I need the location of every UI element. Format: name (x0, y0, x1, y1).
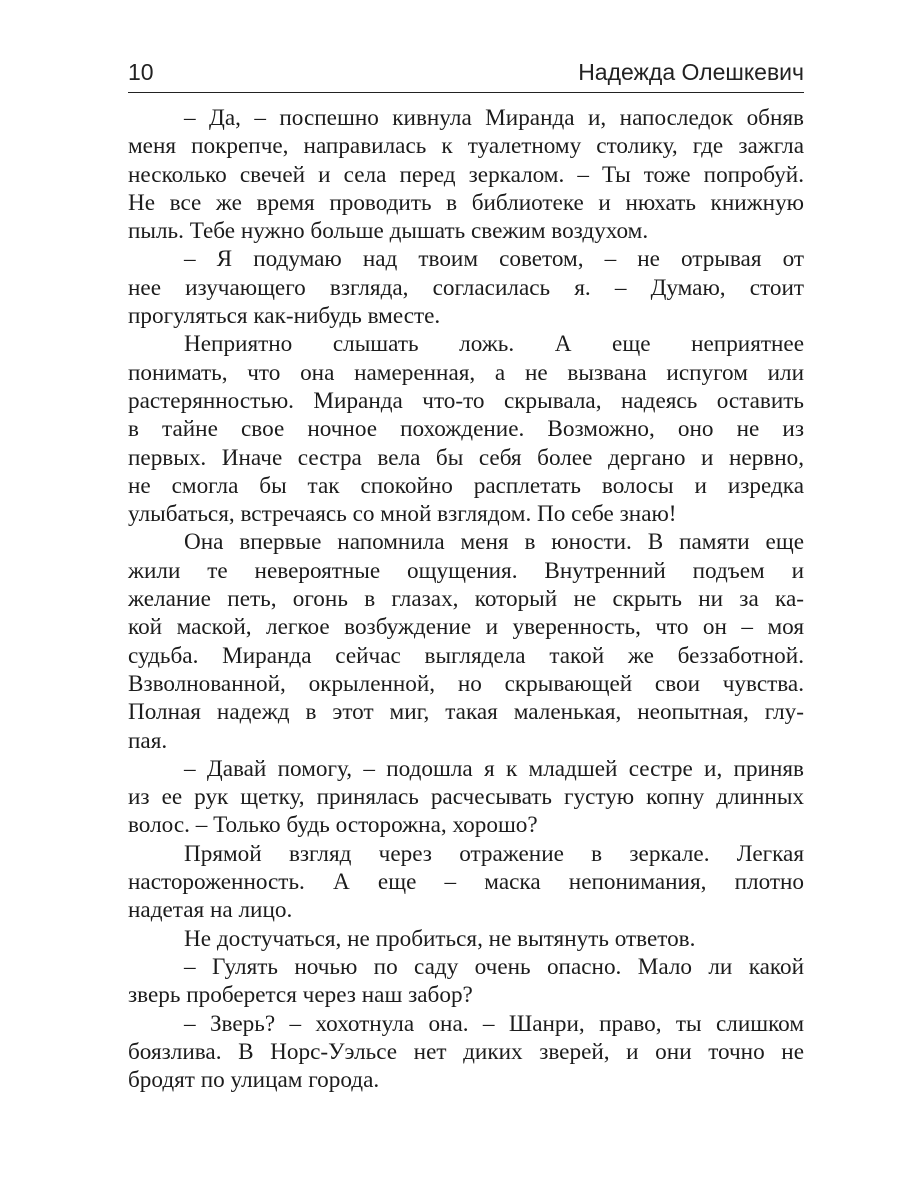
running-head (128, 55, 804, 91)
text-line: Она впервые напомнила меня в юности. В памяти еще (184, 529, 804, 556)
text-line: растерянностью. Миранда что-то скрывала, надеясь оставить (128, 387, 804, 414)
text-line: Полная надежд в этот миг, такая маленькая, неопытная, глу- (128, 699, 804, 726)
text-line: – Зверь? – хохотнула она. – Шанри, право, ты слишком (184, 1010, 804, 1037)
paragraph (128, 925, 804, 953)
text-line: жили те невероятные ощущения. Внутренний подъем и (128, 557, 804, 584)
text-line: Не достучаться, не пробиться, не вытянуть ответов. (184, 925, 696, 952)
text-line: в тайне свое ночное похождение. Возможно, оно не из (128, 416, 804, 443)
text-line: нее изучающего взгляда, согласилась я. – Думаю, стоит (128, 274, 804, 301)
page-number: 10 (128, 59, 154, 85)
body-text (128, 104, 804, 1094)
author-name: Надежда Олешкевич (578, 59, 804, 85)
text-line: – Я подумаю над твоим советом, – не отрывая от (184, 246, 804, 273)
text-line: настороженность. А еще – маска непонимания, плотно (128, 869, 804, 896)
header-rule (128, 92, 804, 93)
text-line: бродят по улицам города. (128, 1067, 380, 1094)
text-line: надетая на лицо. (128, 897, 293, 924)
text-line: несколько свечей и села перед зеркалом. – Ты тоже попробуй. (128, 161, 804, 188)
text-line: пая. (128, 727, 168, 754)
text-line: – Да, – поспешно кивнула Миранда и, напоследок обняв (184, 105, 804, 131)
text-line: кой маской, легкое возбуждение и уверенность, что он – моя (128, 614, 804, 641)
paragraph (128, 245, 804, 330)
text-line: боязлива. В Норс-Уэльсе нет диких зверей, и они точно не (128, 1038, 804, 1065)
paragraph (128, 953, 804, 1010)
text-line: зверь проберется через наш забор? (128, 982, 473, 1009)
text-line: прогуляться как-нибудь вместе. (128, 303, 441, 330)
text-line: судьба. Миранда сейчас выглядела такой же беззаботной. (128, 642, 804, 669)
text-line: меня покрепче, направилась к туалетному столику, где зажгла (128, 133, 804, 160)
text-line: Взволнованной, окрыленной, но скрывающей свои чувства. (128, 670, 804, 697)
text-line: из ее рук щетку, принялась расчесывать густую копну длинных (128, 784, 804, 811)
paragraph (128, 1010, 804, 1095)
paragraph (128, 528, 804, 754)
paragraph (128, 104, 804, 245)
paragraph (128, 755, 804, 840)
paragraph (128, 330, 804, 528)
text-line: первых. Иначе сестра вела бы себя более дергано и нервно, (128, 444, 804, 471)
text-line: пыль. Тебе нужно больше дышать свежим воздухом. (128, 218, 649, 245)
paragraph (128, 840, 804, 925)
text-line: Не все же время проводить в библиотеке и нюхать книжную (128, 189, 804, 216)
text-line: Прямой взгляд через отражение в зеркале. Легкая (184, 840, 804, 867)
text-line: волос. – Только будь осторожна, хорошо? (128, 812, 538, 839)
text-line: улыбаться, встречаясь со мной взглядом. По себе знаю! (128, 501, 677, 528)
text-line: Неприятно слышать ложь. А еще неприятнее (184, 331, 804, 358)
text-line: не смогла бы так спокойно расплетать волосы и изредка (128, 472, 804, 499)
text-line: понимать, что она намеренная, а не вызвана испугом или (128, 359, 804, 386)
text-line: – Давай помогу, – подошла я к младшей сестре и, приняв (184, 755, 804, 782)
text-line: желание петь, огонь в глазах, который не скрыть ни за ка- (128, 586, 804, 613)
text-line: – Гулять ночью по саду очень опасно. Мало ли какой (184, 953, 804, 980)
